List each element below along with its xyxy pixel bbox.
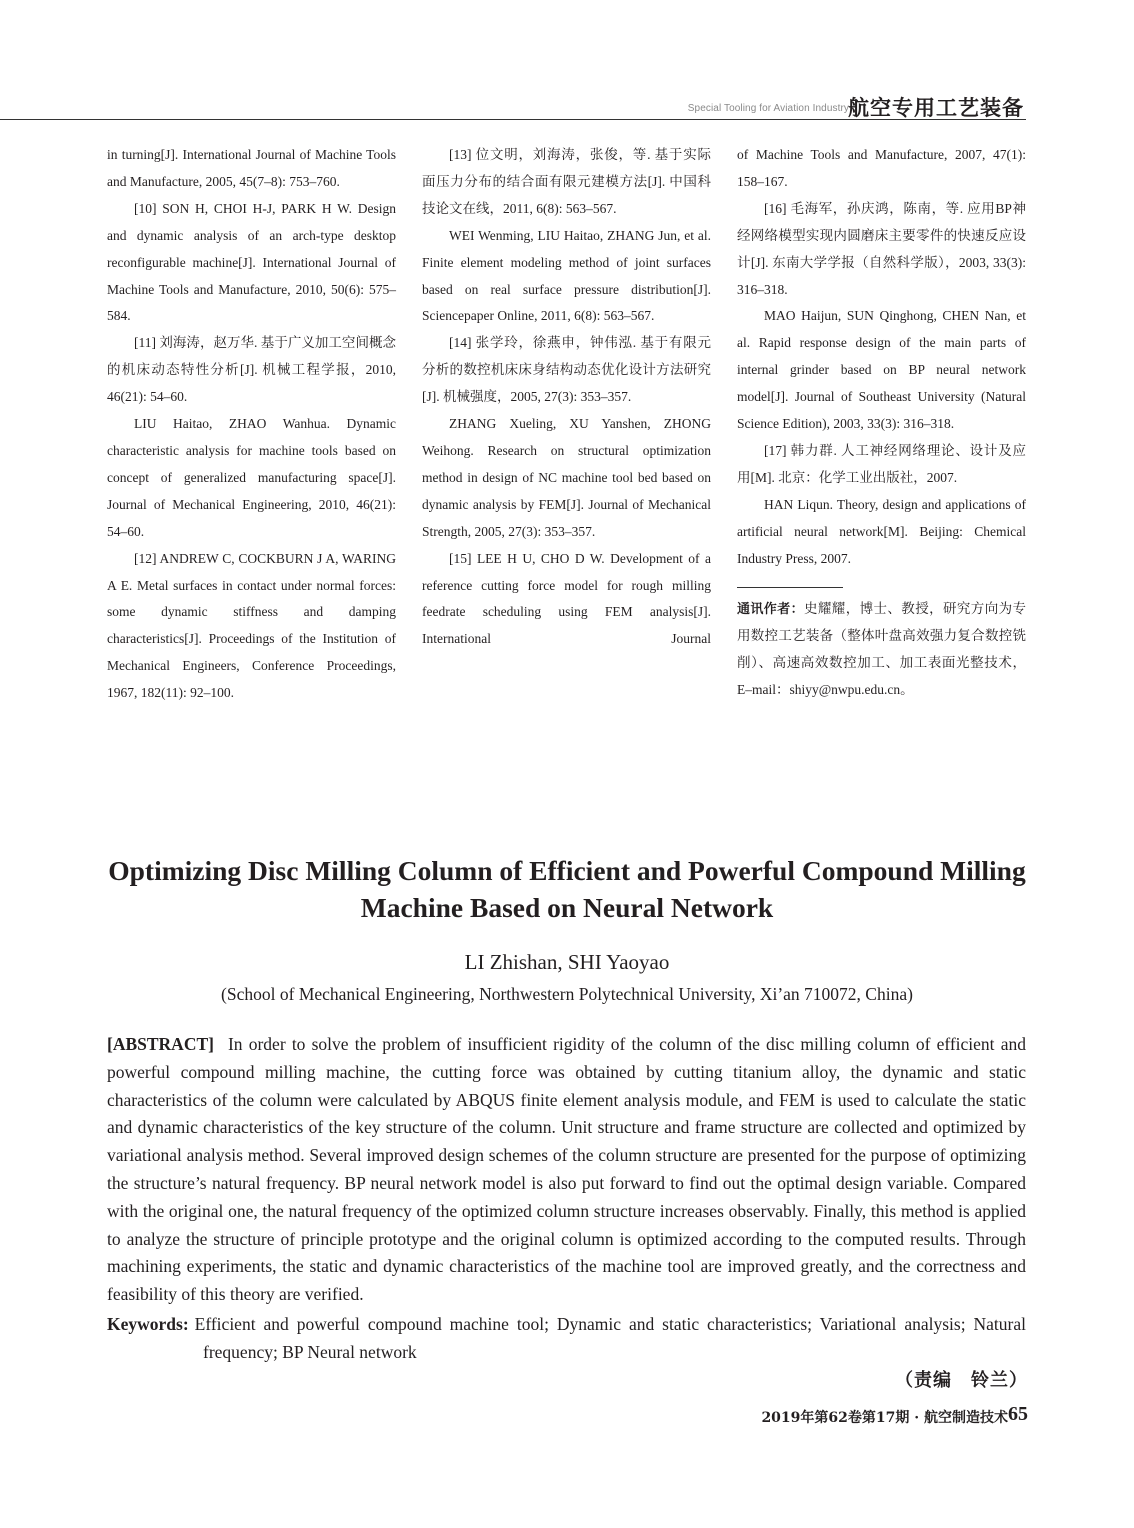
keywords-text: Efficient and powerful compound machine tool; Dynamic and static characteristics; Variational analysis; Natural frequency; BP Neural network [194, 1314, 1026, 1362]
reference-entry: MAO Haijun, SUN Qinghong, CHEN Nan, et al. Rapid response design of the main parts of internal grinder based on BP neural network model[J]. Journal of Southeast University (Natural Science Edition), 2003, 33(3): 316–318. [737, 308, 1026, 432]
abstract-text: In order to solve the problem of insufficient rigidity of the column of the disc milling column of efficient and powerful compound milling machine, the cutting force was obtained by cutting titanium alloy, the dynamic and static characteristics of the column were calculated by ABQUS finite element analysis module, and FEM is used to calculate the static and dynamic characteristics of the key structure of the column. Unit structure and frame structure are collected and optimized by variational analysis method. Several improved design schemes of the column structure are presented for the purpose of optimizing the structure’s natural frequency. BP neural network model is also put forward to find out the optimal design variable. Compared with the original one, the natural frequency of the optimized column structure increases observably. Finally, this method is applied to analyze the structure of principle prototype and the original column is optimized according to the computed results. Through machining experiments, the static and dynamic characteristics of the machine tool are improved greatly, and the correctness and feasibility of this theory are verified. [107, 1034, 1026, 1305]
reference-entry: [17] 韩力群. 人工神经网络理论、设计及应用[M]. 北京：化学工业出版社，2007. [737, 442, 1026, 485]
keywords-label: Keywords: [107, 1314, 189, 1334]
journal-chinese-name: 航空专用工艺装备 [848, 95, 1024, 120]
footnote-label: 通讯作者： [737, 601, 804, 617]
article-title: Optimizing Disc Milling Column of Efficient and Powerful Compound Milling Machine Based on Neural Network [108, 855, 1026, 923]
keywords [107, 1311, 1026, 1367]
header-divider [0, 119, 1026, 120]
reference-entry: WEI Wenming, LIU Haitao, ZHANG Jun, et al. Finite element modeling method of joint surfaces based on real surface pressure distribution[J]. Sciencepaper Online, 2011, 6(8): 563–567. [422, 227, 711, 324]
corresponding-author-note [737, 596, 1026, 705]
reference-entry: [15] LEE H U, CHO D W. Development of a reference cutting force model for rough milling feedrate scheduling using FEM analysis[J]. International Journal [422, 550, 711, 647]
reference-entry: [10] SON H, CHOI H-J, PARK H W. Design and dynamic analysis of an arch-type desktop reconfigurable machine[J]. International Journal of Machine Tools and Manufacture, 2010, 50(6): 575–584. [107, 200, 396, 324]
page-number: 65 [1008, 1403, 1028, 1425]
editor-credit: （责编 铃兰） [895, 1370, 1028, 1391]
references-column-2 [422, 142, 711, 653]
reference-entry: of Machine Tools and Manufacture, 2007, 47(1): 158–167. [737, 147, 1026, 189]
reference-entry: [14] 张学玲，徐燕申，钟伟泓. 基于有限元分析的数控机床床身结构动态优化设计方法研究[J]. 机械强度，2005, 27(3): 353–357. [422, 335, 711, 405]
footer-issue: 2019年第62卷第17期 · 航空制造技术 [761, 1410, 1008, 1426]
reference-entry: [12] ANDREW C, COCKBURN J A, WARING A E. Metal surfaces in contact under normal forces: some dynamic stiffness and damping characteristics[J]. Proceedings of the Institution of Mechanical Engineers, Conference Proceedings, 1967, 182(11): 92–100. [107, 550, 396, 701]
reference-entry: [11] 刘海涛，赵万华. 基于广义加工空间概念的机床动态特性分析[J]. 机械工程学报，2010, 46(21): 54–60. [107, 335, 396, 405]
references-column-3 [737, 142, 1026, 704]
article-authors: LI Zhishan, SHI Yaoyao [464, 950, 670, 974]
reference-entry: LIU Haitao, ZHAO Wanhua. Dynamic characteristic analysis for machine tools based on concept of generalized manufacturing space[J]. Journal of Mechanical Engineering, 2010, 46(21): 54–60. [107, 416, 396, 539]
references-column-1 [107, 142, 396, 707]
footnote-divider [737, 587, 843, 588]
reference-entry: [13] 位文明，刘海涛，张俊，等. 基于实际面压力分布的结合面有限元建模方法[J]. 中国科技论文在线，2011, 6(8): 563–567. [422, 147, 711, 216]
abstract-label: [ABSTRACT] [107, 1034, 214, 1054]
footnote-text: 史耀耀，博士、教授，研究方向为专用数控工艺装备（整体叶盘高效强力复合数控铣削）、高速高效数控加工、加工表面光整技术，E–mail：shiyy@nwpu.edu.cn。 [737, 600, 1026, 698]
reference-entry: HAN Liqun. Theory, design and applications of artificial neural network[M]. Beijing: Chemical Industry Press, 2007. [737, 496, 1026, 566]
reference-entry: in turning[J]. International Journal of Machine Tools and Manufacture, 2005, 45(7–8): 753–760. [107, 147, 396, 189]
reference-entry: [16] 毛海军，孙庆鸿，陈南，等. 应用BP神经网络模型实现内圆磨床主要零件的快速反应设计[J]. 东南大学学报（自然科学版），2003, 33(3): 316–318. [737, 200, 1026, 297]
abstract [107, 1031, 1026, 1309]
article-affiliation: (School of Mechanical Engineering, Northwestern Polytechnical University, Xi’an 710072, China) [221, 984, 913, 1004]
journal-english-name: Special Tooling for Aviation Industry [687, 103, 849, 114]
reference-entry: ZHANG Xueling, XU Yanshen, ZHONG Weihong. Research on structural optimization method in design of NC machine tool bed based on dynamic analysis by FEM[J]. Journal of Mechanical Strength, 2005, 27(3): 353–357. [422, 416, 711, 539]
